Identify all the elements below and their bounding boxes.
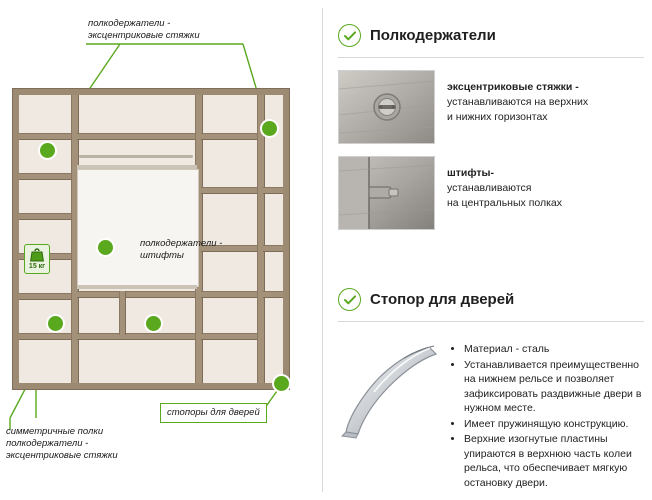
section1-item-2-title: штифты- (447, 167, 495, 179)
section1-item-2-text (447, 156, 562, 211)
shelf-left-6 (19, 333, 71, 340)
callout-top-line1: полкодержатели - (88, 18, 171, 29)
section1-item-2 (338, 156, 644, 230)
section1-item-1-desc2: и нижних горизонтах (447, 111, 548, 123)
shelf-right-top (201, 133, 257, 140)
callout-top-line2: эксцентриковые стяжки (88, 30, 200, 41)
shelf-right-4 (201, 291, 257, 298)
stopper-bullet-4: • Верхние изогнутые пластины упираются в верхнюю часть колеи рельса, что обеспечивает мягкую остановку двери. (464, 432, 644, 490)
shelf-middle-top (77, 133, 195, 140)
vertical-divider-lower (119, 291, 126, 335)
shelf-far-right-3 (263, 291, 283, 298)
eccentric-fastener-photo-art (339, 71, 434, 143)
callout-stoppers-label: стопоры для дверей (167, 407, 260, 418)
section1-item-2-desc1: устанавливаются (447, 182, 532, 194)
marker-dot-1 (40, 143, 55, 158)
photo-pin-shelf-support (338, 156, 435, 230)
check-icon-2 (338, 288, 361, 311)
section1-rule (338, 57, 644, 58)
vertical-panel-far-right (257, 95, 265, 383)
section2-title: Стопор для дверей (370, 291, 515, 308)
weight-badge-label: 15 кг (28, 263, 46, 270)
sliding-door-panel (77, 169, 199, 287)
callout-bottom-left (6, 426, 166, 462)
shelf-middle-bottom (77, 333, 195, 340)
shelf-right-5 (201, 333, 257, 340)
section1-item-1 (338, 70, 644, 144)
section-door-stopper (338, 288, 644, 491)
stopper-bullet-2: • Устанавливается преимущественно на нижнем рельсе и позволяет зафиксировать раздвижные двери в нужном месте. (464, 358, 644, 416)
section1-item-1-text (447, 70, 588, 125)
section2-header (338, 288, 644, 311)
stopper-image-wrap (338, 332, 442, 491)
section1-item-1-title: эксцентриковые стяжки - (447, 81, 579, 93)
shelf-left-3 (19, 213, 71, 220)
check-icon (338, 24, 361, 47)
shelf-left-5 (19, 293, 71, 300)
marker-dot-3 (98, 240, 113, 255)
shelf-far-right-1 (263, 187, 283, 194)
door-rail-bottom (77, 285, 197, 289)
callout-top (88, 18, 238, 42)
marker-dot-4 (48, 316, 63, 331)
callout-bottom-line2: полкодержатели - (6, 438, 89, 449)
section1-header (338, 24, 644, 47)
weight-icon (29, 248, 45, 263)
checkmark-glyph-2 (344, 295, 356, 305)
door-stopper-illustration (338, 332, 442, 442)
callout-middle-line2: штифты (140, 250, 184, 261)
stopper-bullet-list (450, 342, 644, 491)
section2-body (338, 332, 644, 491)
callout-middle-line1: полкодержатели - (140, 238, 223, 249)
checkmark-glyph (344, 31, 356, 41)
wardrobe-diagram-panel (0, 0, 322, 500)
callout-stoppers-box (160, 403, 267, 423)
shelf-left-2 (19, 173, 71, 180)
vertical-divider (322, 8, 323, 492)
shelf-right-2 (201, 187, 257, 194)
marker-dot-5 (146, 316, 161, 331)
marker-dot-2 (262, 121, 277, 136)
callout-bottom-line3: эксцентриковые стяжки (6, 450, 118, 461)
photo-eccentric-fastener (338, 70, 435, 144)
weight-badge (24, 244, 50, 274)
shelf-far-right-2 (263, 245, 283, 252)
callout-middle (140, 238, 250, 262)
hanging-rail (79, 155, 193, 158)
callout-bottom-line1: симметричные полки (6, 426, 104, 437)
details-panel (330, 0, 652, 500)
section-shelf-supports (338, 24, 644, 230)
section2-rule (338, 321, 644, 322)
stopper-bullet-1: • Материал - сталь (464, 342, 644, 357)
door-rail-top (77, 165, 197, 169)
marker-dot-6 (274, 376, 289, 391)
pin-support-photo-art (339, 157, 434, 229)
shelf-left-1 (19, 133, 71, 140)
section1-title: Полкодержатели (370, 27, 496, 44)
stopper-bullet-3: • Имеет пружинящую конструкцию. (464, 417, 644, 432)
section1-item-1-desc1: устанавливаются на верхних (447, 96, 589, 108)
shelf-middle-low (77, 291, 195, 298)
section1-item-2-desc2: на центральных полках (447, 197, 563, 209)
